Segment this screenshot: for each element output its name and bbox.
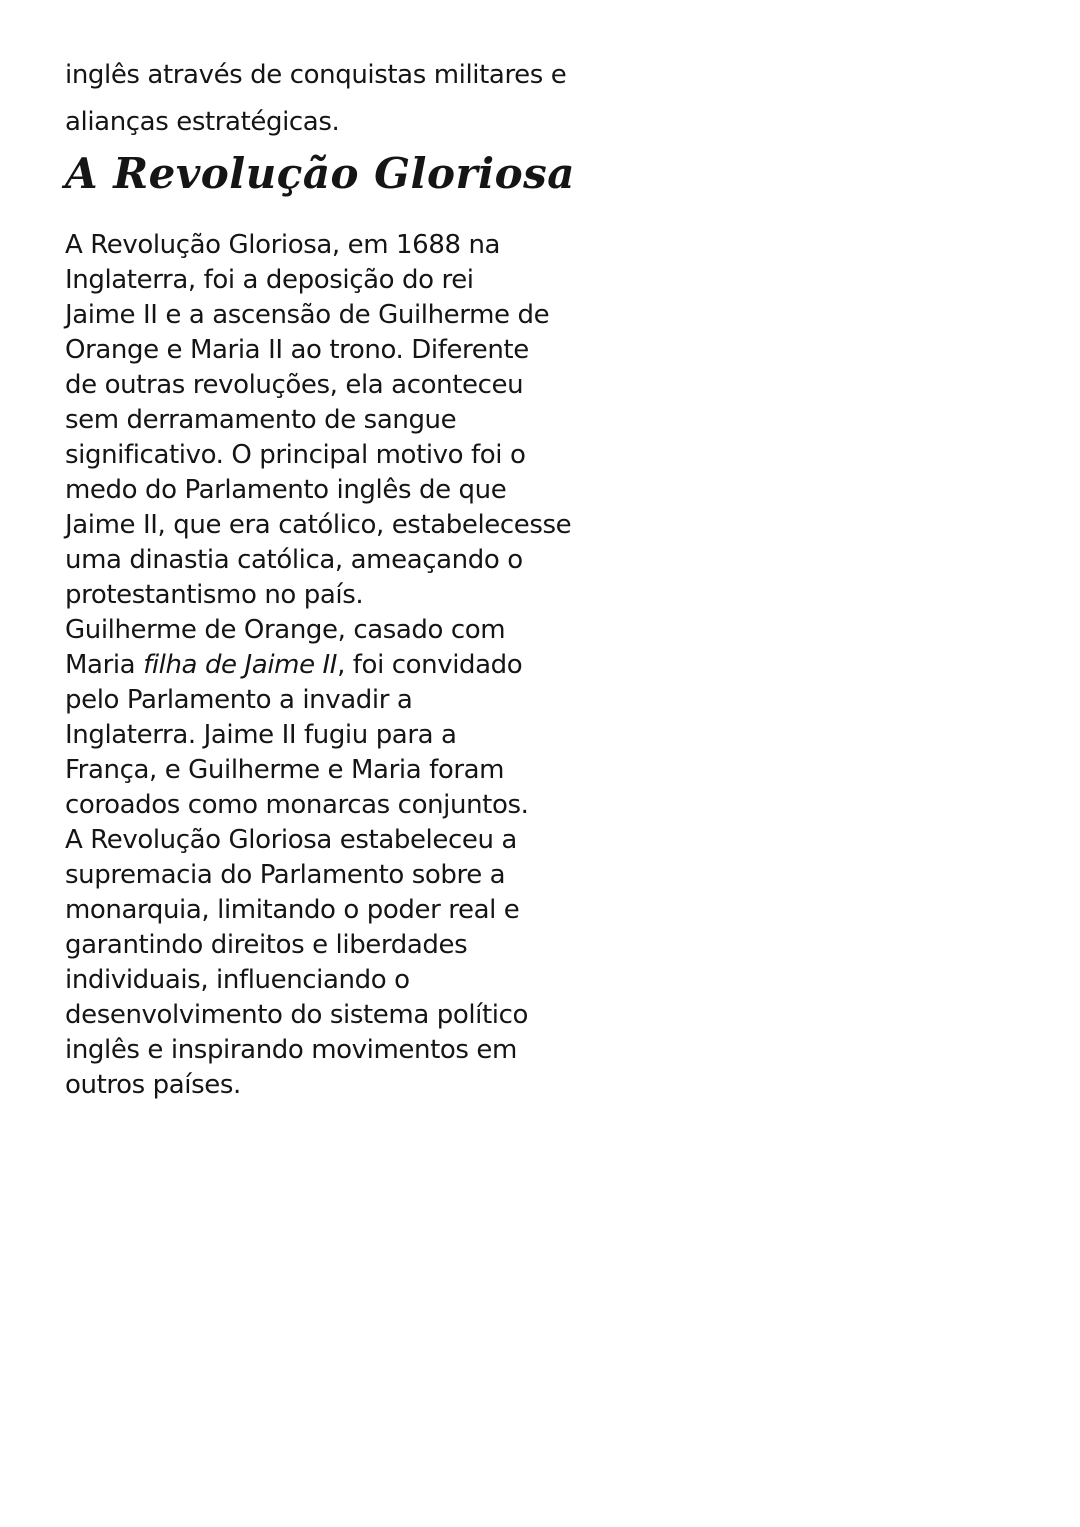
text-line: garantindo direitos e liberdades: [65, 930, 468, 960]
section-heading: A Revolução Gloriosa: [65, 149, 575, 198]
text-line: Inglaterra, foi a deposição do rei: [65, 265, 474, 295]
text-line: Jaime II, que era católico, estabelecesse: [65, 510, 572, 540]
text-line: Guilherme de Orange, casado com: [65, 615, 506, 645]
paragraph-2: [65, 613, 555, 823]
text-line: inglês e inspirando movimentos em: [65, 1035, 517, 1065]
text-line: significativo. O principal motivo foi o: [65, 440, 526, 470]
text-line: individuais, influenciando o: [65, 965, 410, 995]
text-line: desenvolvimento do sistema político: [65, 1000, 529, 1030]
text-line: de outras revoluções, ela aconteceu: [65, 370, 524, 400]
text-line: coroados como monarcas conjuntos.: [65, 790, 529, 820]
text-line: França, e Guilherme e Maria foram: [65, 755, 505, 785]
text-line: A Revolução Gloriosa, em 1688 na: [65, 230, 501, 260]
text-line: A Revolução Gloriosa estabeleceu a: [65, 825, 517, 855]
text-line: Orange e Maria II ao trono. Diferente: [65, 335, 529, 365]
text-line: alianças estratégicas.: [65, 107, 340, 137]
text-line: [65, 648, 555, 683]
text-line: medo do Parlamento inglês de que: [65, 475, 507, 505]
paragraph-1: [65, 228, 572, 613]
text-line: monarquia, limitando o poder real e: [65, 895, 520, 925]
text-line: Inglaterra. Jaime II fugiu para a: [65, 720, 457, 750]
text-line: uma dinastia católica, ameaçando o: [65, 545, 523, 575]
content-column: [65, 52, 575, 1103]
text-line: inglês através de conquistas militares e: [65, 60, 567, 90]
intro-paragraph: [65, 52, 567, 146]
text-line: outros países.: [65, 1070, 241, 1100]
text-line: pelo Parlamento a invadir a: [65, 685, 413, 715]
text-line: protestantismo no país.: [65, 580, 364, 610]
text-line: supremacia do Parlamento sobre a: [65, 860, 506, 890]
paragraph-3: [65, 823, 555, 1103]
text-segment: Maria: [65, 650, 144, 680]
italic-phrase: filha de Jaime II: [143, 650, 338, 680]
paragraph-2-rest: [65, 683, 555, 823]
text-segment: , foi convidado: [337, 650, 523, 680]
text-line: Jaime II e a ascensão de Guilherme de: [65, 300, 550, 330]
text-line: sem derramamento de sangue: [65, 405, 457, 435]
